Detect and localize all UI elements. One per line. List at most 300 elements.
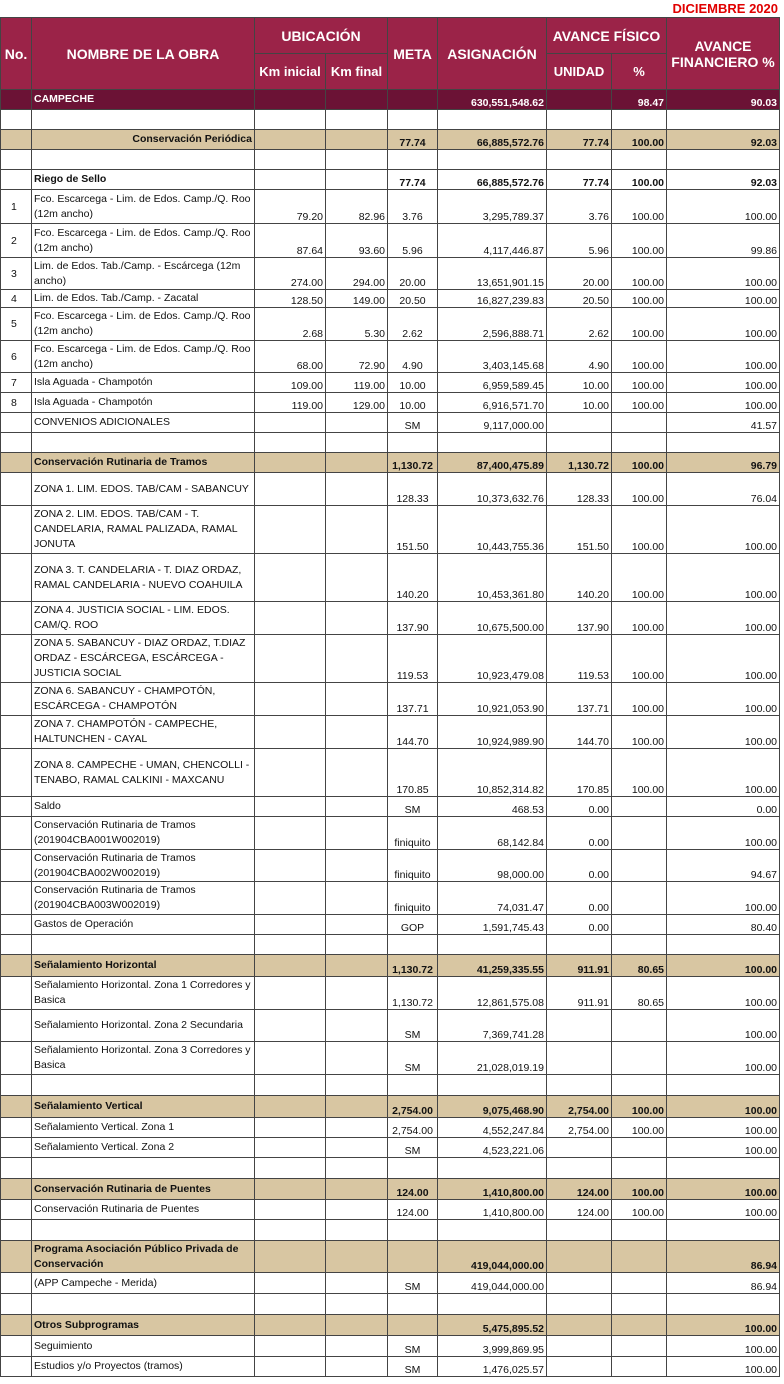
row-km-inicial xyxy=(255,1315,326,1336)
row-avance-financiero: 100.00 xyxy=(667,1336,780,1357)
row-porcentaje: 100.00 xyxy=(612,258,667,290)
row-meta: SM xyxy=(388,1010,438,1042)
row-unidad: 3.76 xyxy=(547,190,612,224)
row-km-final xyxy=(326,170,388,190)
row-km-inicial xyxy=(255,130,326,150)
row-km-final xyxy=(326,882,388,915)
row-meta: 77.74 xyxy=(388,130,438,150)
row-no xyxy=(1,1241,32,1273)
row-km-final xyxy=(326,1357,388,1377)
row-asignacion: 10,923,479.08 xyxy=(438,635,547,683)
row-km-final xyxy=(326,915,388,935)
row-avance-financiero xyxy=(667,1158,780,1179)
row-nombre xyxy=(32,1158,255,1179)
row-asignacion: 4,523,221.06 xyxy=(438,1138,547,1158)
row-km-final xyxy=(326,1315,388,1336)
row-meta: 128.33 xyxy=(388,473,438,506)
row-unidad xyxy=(547,1075,612,1096)
row-km-inicial xyxy=(255,683,326,716)
section-row xyxy=(1,453,780,473)
row-km-inicial xyxy=(255,170,326,190)
row-porcentaje: 100.00 xyxy=(612,224,667,258)
row-nombre xyxy=(32,110,255,130)
row-km-inicial: 2.68 xyxy=(255,308,326,341)
row-meta: 170.85 xyxy=(388,749,438,797)
row-km-final xyxy=(326,413,388,433)
row-km-final xyxy=(326,1220,388,1241)
row-no xyxy=(1,635,32,683)
row-meta: 2,754.00 xyxy=(388,1118,438,1138)
row-km-final: 5.30 xyxy=(326,308,388,341)
row-asignacion: 3,999,869.95 xyxy=(438,1336,547,1357)
row-porcentaje xyxy=(612,1336,667,1357)
row-no xyxy=(1,882,32,915)
row-unidad xyxy=(547,1336,612,1357)
row-asignacion: 5,475,895.52 xyxy=(438,1315,547,1336)
row-km-inicial: 87.64 xyxy=(255,224,326,258)
row-asignacion: 66,885,572.76 xyxy=(438,130,547,150)
row-meta: 4.90 xyxy=(388,341,438,373)
row-km-inicial xyxy=(255,1010,326,1042)
row-asignacion: 7,369,741.28 xyxy=(438,1010,547,1042)
row-porcentaje xyxy=(612,915,667,935)
table-row xyxy=(1,258,780,290)
row-no xyxy=(1,170,32,190)
row-no xyxy=(1,130,32,150)
row-porcentaje xyxy=(612,882,667,915)
row-asignacion: 10,443,755.36 xyxy=(438,506,547,554)
row-meta: 5.96 xyxy=(388,224,438,258)
row-asignacion: 98,000.00 xyxy=(438,850,547,882)
blank-row xyxy=(1,110,780,130)
row-nombre: Fco. Escarcega - Lim. de Edos. Camp./Q. Roo (12m ancho) xyxy=(32,190,255,224)
row-nombre: ZONA 6. SABANCUY - CHAMPOTÓN, ESCÁRCEGA - CHAMPOTÓN xyxy=(32,683,255,716)
row-meta: 137.71 xyxy=(388,683,438,716)
row-avance-financiero: 80.40 xyxy=(667,915,780,935)
row-asignacion: 10,373,632.76 xyxy=(438,473,547,506)
table-row xyxy=(1,473,780,506)
row-avance-financiero: 90.03 xyxy=(667,90,780,110)
table-row xyxy=(1,749,780,797)
row-asignacion: 10,921,053.90 xyxy=(438,683,547,716)
table-row xyxy=(1,1118,780,1138)
row-km-final: 294.00 xyxy=(326,258,388,290)
col-unidad: UNIDAD xyxy=(547,54,612,90)
table-row xyxy=(1,224,780,258)
row-asignacion: 1,591,745.43 xyxy=(438,915,547,935)
section-row xyxy=(1,130,780,150)
row-avance-financiero: 100.00 xyxy=(667,817,780,850)
row-meta: 10.00 xyxy=(388,393,438,413)
row-unidad: 137.71 xyxy=(547,683,612,716)
row-avance-financiero: 100.00 xyxy=(667,1200,780,1220)
row-km-inicial xyxy=(255,635,326,683)
row-no xyxy=(1,453,32,473)
row-no xyxy=(1,683,32,716)
row-porcentaje: 100.00 xyxy=(612,190,667,224)
row-meta xyxy=(388,1158,438,1179)
row-avance-financiero xyxy=(667,1075,780,1096)
row-porcentaje: 100.00 xyxy=(612,170,667,190)
row-meta xyxy=(388,433,438,453)
row-nombre: Lim. de Edos. Tab./Camp. - Escárcega (12m ancho) xyxy=(32,258,255,290)
row-no xyxy=(1,1118,32,1138)
row-km-inicial xyxy=(255,850,326,882)
row-unidad: 1,130.72 xyxy=(547,453,612,473)
row-avance-financiero: 86.94 xyxy=(667,1241,780,1273)
row-unidad xyxy=(547,413,612,433)
row-avance-financiero: 96.79 xyxy=(667,453,780,473)
row-nombre: Señalamiento Vertical. Zona 1 xyxy=(32,1118,255,1138)
row-unidad: 137.90 xyxy=(547,602,612,635)
row-km-final xyxy=(326,1241,388,1273)
row-km-inicial xyxy=(255,1096,326,1118)
row-unidad: 144.70 xyxy=(547,716,612,749)
row-meta xyxy=(388,1075,438,1096)
row-km-inicial xyxy=(255,602,326,635)
row-porcentaje: 100.00 xyxy=(612,130,667,150)
row-meta: 137.90 xyxy=(388,602,438,635)
row-asignacion: 87,400,475.89 xyxy=(438,453,547,473)
row-unidad xyxy=(547,1158,612,1179)
row-nombre: ZONA 8. CAMPECHE - UMAN, CHENCOLLI - TENABO, RAMAL CALKINI - MAXCANU xyxy=(32,749,255,797)
row-porcentaje: 100.00 xyxy=(612,1096,667,1118)
row-meta: 20.00 xyxy=(388,258,438,290)
row-no: 6 xyxy=(1,341,32,373)
table-row xyxy=(1,850,780,882)
row-porcentaje xyxy=(612,1357,667,1377)
row-km-inicial xyxy=(255,90,326,110)
row-nombre xyxy=(32,1220,255,1241)
row-nombre: CONVENIOS ADICIONALES xyxy=(32,413,255,433)
row-unidad: 2,754.00 xyxy=(547,1118,612,1138)
row-meta: 124.00 xyxy=(388,1200,438,1220)
row-km-inicial xyxy=(255,1294,326,1315)
row-porcentaje: 100.00 xyxy=(612,373,667,393)
row-km-inicial: 128.50 xyxy=(255,290,326,308)
row-km-final xyxy=(326,1179,388,1200)
row-no xyxy=(1,1336,32,1357)
row-asignacion xyxy=(438,110,547,130)
row-meta xyxy=(388,1294,438,1315)
row-nombre: Conservación Rutinaria de Puentes xyxy=(32,1179,255,1200)
blank-row xyxy=(1,1294,780,1315)
table-row xyxy=(1,635,780,683)
row-avance-financiero: 100.00 xyxy=(667,341,780,373)
row-asignacion: 419,044,000.00 xyxy=(438,1241,547,1273)
row-unidad xyxy=(547,110,612,130)
row-km-final xyxy=(326,554,388,602)
row-avance-financiero: 100.00 xyxy=(667,393,780,413)
row-nombre xyxy=(32,433,255,453)
row-meta: 77.74 xyxy=(388,170,438,190)
row-nombre: Señalamiento Horizontal. Zona 2 Secundaria xyxy=(32,1010,255,1042)
row-km-final: 129.00 xyxy=(326,393,388,413)
row-no: 8 xyxy=(1,393,32,413)
table-row xyxy=(1,393,780,413)
row-porcentaje xyxy=(612,935,667,955)
row-porcentaje: 100.00 xyxy=(612,393,667,413)
blank-row xyxy=(1,433,780,453)
row-avance-financiero: 100.00 xyxy=(667,1010,780,1042)
row-porcentaje: 100.00 xyxy=(612,453,667,473)
row-porcentaje xyxy=(612,1294,667,1315)
row-meta: SM xyxy=(388,1273,438,1294)
row-asignacion: 9,117,000.00 xyxy=(438,413,547,433)
table-row xyxy=(1,554,780,602)
row-km-final xyxy=(326,1158,388,1179)
row-unidad: 124.00 xyxy=(547,1200,612,1220)
row-no xyxy=(1,1273,32,1294)
row-km-inicial xyxy=(255,1241,326,1273)
row-nombre: Conservación Rutinaria de Puentes xyxy=(32,1200,255,1220)
row-porcentaje xyxy=(612,413,667,433)
row-km-final xyxy=(326,683,388,716)
row-no: 4 xyxy=(1,290,32,308)
row-avance-financiero: 100.00 xyxy=(667,716,780,749)
row-porcentaje xyxy=(612,150,667,170)
row-asignacion: 1,476,025.57 xyxy=(438,1357,547,1377)
row-nombre: Estudios y/o Proyectos (tramos) xyxy=(32,1357,255,1377)
row-nombre: CAMPECHE xyxy=(32,90,255,110)
row-porcentaje: 80.65 xyxy=(612,977,667,1010)
row-asignacion: 66,885,572.76 xyxy=(438,170,547,190)
row-no xyxy=(1,817,32,850)
row-nombre: Conservación Rutinaria de Tramos (201904CBA002W002019) xyxy=(32,850,255,882)
row-km-final xyxy=(326,749,388,797)
row-unidad: 2.62 xyxy=(547,308,612,341)
section-row xyxy=(1,1241,780,1273)
row-avance-financiero: 100.00 xyxy=(667,373,780,393)
row-no xyxy=(1,1138,32,1158)
row-no xyxy=(1,716,32,749)
row-porcentaje xyxy=(612,1042,667,1075)
row-porcentaje: 98.47 xyxy=(612,90,667,110)
row-nombre: Conservación Rutinaria de Tramos (201904CBA001W002019) xyxy=(32,817,255,850)
row-asignacion: 13,651,901.15 xyxy=(438,258,547,290)
row-porcentaje: 100.00 xyxy=(612,290,667,308)
row-meta: 10.00 xyxy=(388,373,438,393)
row-avance-financiero: 100.00 xyxy=(667,506,780,554)
row-nombre xyxy=(32,150,255,170)
row-km-inicial xyxy=(255,977,326,1010)
row-meta: 140.20 xyxy=(388,554,438,602)
blank-row xyxy=(1,1075,780,1096)
section-row xyxy=(1,955,780,977)
row-asignacion: 3,295,789.37 xyxy=(438,190,547,224)
row-avance-financiero: 0.00 xyxy=(667,797,780,817)
row-no xyxy=(1,1042,32,1075)
row-no xyxy=(1,1357,32,1377)
row-avance-financiero: 100.00 xyxy=(667,602,780,635)
col-avance-fisico: AVANCE FÍSICO xyxy=(547,18,667,54)
row-nombre: Fco. Escarcega - Lim. de Edos. Camp./Q. Roo (12m ancho) xyxy=(32,224,255,258)
row-unidad xyxy=(547,935,612,955)
row-avance-financiero xyxy=(667,110,780,130)
row-km-inicial xyxy=(255,1138,326,1158)
row-porcentaje xyxy=(612,850,667,882)
row-unidad: 170.85 xyxy=(547,749,612,797)
row-km-inicial xyxy=(255,1179,326,1200)
row-meta: 124.00 xyxy=(388,1179,438,1200)
row-porcentaje: 100.00 xyxy=(612,554,667,602)
row-avance-financiero: 100.00 xyxy=(667,977,780,1010)
row-km-inicial: 109.00 xyxy=(255,373,326,393)
row-no xyxy=(1,1096,32,1118)
row-avance-financiero: 41.57 xyxy=(667,413,780,433)
row-km-final xyxy=(326,1200,388,1220)
blank-row xyxy=(1,1220,780,1241)
col-ubicacion: UBICACIÓN xyxy=(255,18,388,54)
row-km-final xyxy=(326,1294,388,1315)
row-porcentaje xyxy=(612,1158,667,1179)
row-km-inicial xyxy=(255,817,326,850)
row-unidad xyxy=(547,1138,612,1158)
table-body xyxy=(1,90,780,1377)
row-nombre: Lim. de Edos. Tab./Camp. - Zacatal xyxy=(32,290,255,308)
row-avance-financiero: 100.00 xyxy=(667,1096,780,1118)
row-unidad: 911.91 xyxy=(547,955,612,977)
row-meta: 20.50 xyxy=(388,290,438,308)
row-asignacion: 41,259,335.55 xyxy=(438,955,547,977)
row-km-inicial xyxy=(255,1042,326,1075)
row-unidad xyxy=(547,150,612,170)
row-no xyxy=(1,1158,32,1179)
table-row xyxy=(1,882,780,915)
row-nombre xyxy=(32,1075,255,1096)
row-no xyxy=(1,1315,32,1336)
row-avance-financiero: 100.00 xyxy=(667,1118,780,1138)
row-km-inicial xyxy=(255,716,326,749)
row-porcentaje: 100.00 xyxy=(612,1179,667,1200)
row-nombre xyxy=(32,1294,255,1315)
obras-table xyxy=(0,17,780,1377)
row-km-final: 149.00 xyxy=(326,290,388,308)
row-km-final xyxy=(326,110,388,130)
table-row xyxy=(1,602,780,635)
row-km-final xyxy=(326,1336,388,1357)
row-no xyxy=(1,433,32,453)
table-row xyxy=(1,1336,780,1357)
row-no xyxy=(1,1075,32,1096)
table-row xyxy=(1,1042,780,1075)
row-km-final xyxy=(326,817,388,850)
row-asignacion xyxy=(438,150,547,170)
row-no: 3 xyxy=(1,258,32,290)
row-nombre: ZONA 4. JUSTICIA SOCIAL - LIM. EDOS. CAM/Q. ROO xyxy=(32,602,255,635)
row-asignacion: 4,552,247.84 xyxy=(438,1118,547,1138)
row-meta: 151.50 xyxy=(388,506,438,554)
row-unidad: 20.50 xyxy=(547,290,612,308)
row-avance-financiero: 100.00 xyxy=(667,1042,780,1075)
row-km-final xyxy=(326,90,388,110)
row-km-inicial xyxy=(255,797,326,817)
row-porcentaje: 100.00 xyxy=(612,602,667,635)
row-avance-financiero: 100.00 xyxy=(667,258,780,290)
row-unidad: 151.50 xyxy=(547,506,612,554)
row-asignacion xyxy=(438,433,547,453)
table-row xyxy=(1,341,780,373)
col-avance-financiero: AVANCE FINANCIERO % xyxy=(667,18,780,90)
row-asignacion: 10,453,361.80 xyxy=(438,554,547,602)
row-km-final: 82.96 xyxy=(326,190,388,224)
row-nombre: ZONA 2. LIM. EDOS. TAB/CAM - T. CANDELARIA, RAMAL PALIZADA, RAMAL JONUTA xyxy=(32,506,255,554)
row-no xyxy=(1,850,32,882)
row-asignacion: 6,959,589.45 xyxy=(438,373,547,393)
row-unidad: 0.00 xyxy=(547,797,612,817)
row-porcentaje xyxy=(612,817,667,850)
row-km-inicial xyxy=(255,749,326,797)
row-unidad xyxy=(547,1357,612,1377)
row-meta xyxy=(388,110,438,130)
col-porcentaje: % xyxy=(612,54,667,90)
row-avance-financiero: 100.00 xyxy=(667,1357,780,1377)
row-km-final xyxy=(326,1042,388,1075)
row-km-inicial xyxy=(255,1200,326,1220)
row-porcentaje xyxy=(612,1075,667,1096)
row-meta: SM xyxy=(388,1336,438,1357)
row-porcentaje xyxy=(612,110,667,130)
table-row xyxy=(1,506,780,554)
row-porcentaje: 100.00 xyxy=(612,506,667,554)
table-row xyxy=(1,170,780,190)
row-km-final xyxy=(326,1273,388,1294)
row-porcentaje xyxy=(612,1220,667,1241)
row-meta: finiquito xyxy=(388,850,438,882)
row-asignacion: 68,142.84 xyxy=(438,817,547,850)
row-asignacion xyxy=(438,1220,547,1241)
row-nombre: ZONA 7. CHAMPOTÓN - CAMPECHE, HALTUNCHEN - CAYAL xyxy=(32,716,255,749)
row-km-final xyxy=(326,473,388,506)
row-no xyxy=(1,110,32,130)
row-unidad: 119.53 xyxy=(547,635,612,683)
col-no: No. xyxy=(1,18,32,90)
row-asignacion: 6,916,571.70 xyxy=(438,393,547,413)
row-unidad: 77.74 xyxy=(547,170,612,190)
row-unidad: 77.74 xyxy=(547,130,612,150)
row-km-inicial xyxy=(255,453,326,473)
row-no: 5 xyxy=(1,308,32,341)
row-unidad: 124.00 xyxy=(547,1179,612,1200)
row-avance-financiero: 99.86 xyxy=(667,224,780,258)
row-porcentaje: 100.00 xyxy=(612,749,667,797)
row-no xyxy=(1,915,32,935)
col-km-final: Km final xyxy=(326,54,388,90)
row-nombre: Isla Aguada - Champotón xyxy=(32,393,255,413)
row-unidad: 0.00 xyxy=(547,882,612,915)
row-unidad: 5.96 xyxy=(547,224,612,258)
row-meta xyxy=(388,90,438,110)
row-no xyxy=(1,473,32,506)
section-row xyxy=(1,1096,780,1118)
row-unidad: 20.00 xyxy=(547,258,612,290)
row-avance-financiero: 86.94 xyxy=(667,1273,780,1294)
row-km-inicial xyxy=(255,554,326,602)
table-row xyxy=(1,290,780,308)
row-porcentaje xyxy=(612,1241,667,1273)
row-nombre: Saldo xyxy=(32,797,255,817)
row-porcentaje xyxy=(612,1315,667,1336)
row-unidad xyxy=(547,433,612,453)
row-no xyxy=(1,602,32,635)
row-meta xyxy=(388,935,438,955)
row-meta: 3.76 xyxy=(388,190,438,224)
row-nombre: Seguimiento xyxy=(32,1336,255,1357)
row-km-inicial xyxy=(255,1075,326,1096)
row-porcentaje xyxy=(612,433,667,453)
row-avance-financiero: 100.00 xyxy=(667,635,780,683)
row-no xyxy=(1,1179,32,1200)
